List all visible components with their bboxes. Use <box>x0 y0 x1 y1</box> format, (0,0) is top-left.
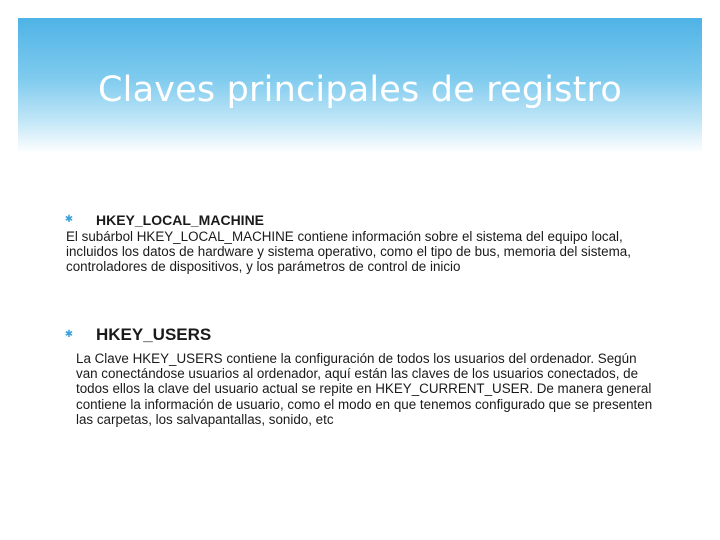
bullet-line <box>64 211 656 229</box>
asterisk-bullet-icon: ✱ <box>64 329 74 340</box>
content-item-local-machine <box>64 211 656 275</box>
item-heading: HKEY_LOCAL_MACHINE <box>96 212 265 228</box>
title-banner <box>18 18 702 153</box>
item-body: El subárbol HKEY_LOCAL_MACHINE contiene información sobre el sistema del equipo local, incluidos los datos de hardware y sistema operativo, como el tipo de bus, memoria del sistema, controladores de dispositivos, y los parámetros de control de inicio <box>66 229 631 275</box>
slide-title: Claves principales de registro <box>98 70 622 110</box>
item-body: La Clave HKEY_USERS contiene la configuración de todos los usuarios del ordenador. Según van conectándose usuarios al ordenador, aquí están las claves de los usuarios conectados, de todos ellos la clave del usuario actual se repite en HKEY_CURRENT_USER. De manera general contiene la información de usuario, como el modo en que tenemos configurado que se presenten las carpetas, los salvapantallas, sonido, etc <box>76 351 653 427</box>
item-heading: HKEY_USERS <box>96 325 212 344</box>
content-item-users <box>64 324 656 427</box>
asterisk-bullet-icon: ✱ <box>64 214 74 225</box>
bullet-line <box>64 324 656 346</box>
